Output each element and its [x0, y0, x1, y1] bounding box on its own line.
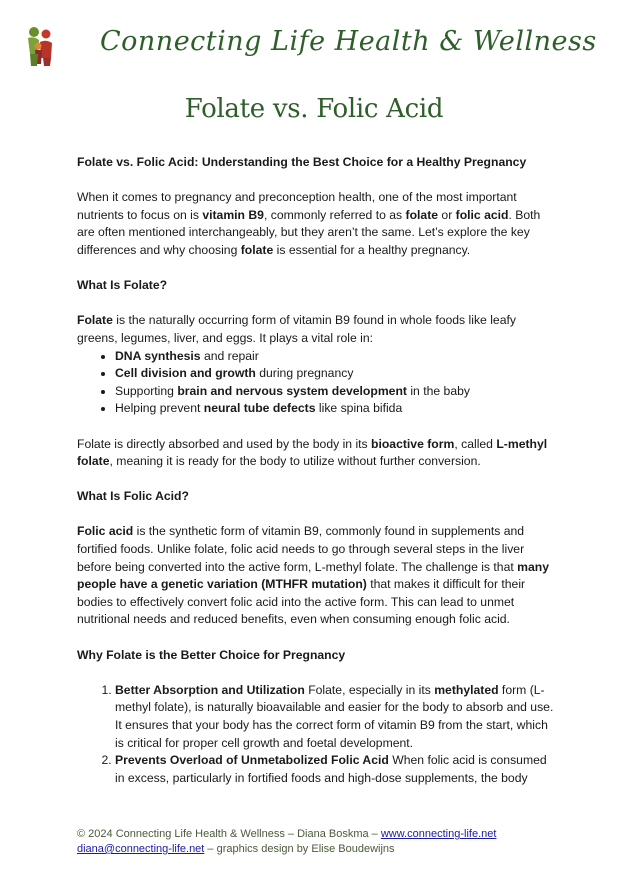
- item-text: and repair: [200, 348, 259, 363]
- list-item: [115, 682, 557, 752]
- intro-text: . Both are often mentioned interchangeably, but they aren’t the same. Let’s explore the key differences and why choosing: [77, 207, 541, 257]
- folate-role-list: [77, 348, 557, 418]
- section-heading-why: Why Folate is the Better Choice for Pregnancy: [77, 647, 346, 662]
- folate-paragraph: [77, 312, 557, 347]
- item-text: When folic acid is consumed in excess, particularly in fortified foods and high-dose supplements, the body: [115, 753, 547, 785]
- folate-text: , called: [454, 436, 497, 451]
- item-text: during pregnancy: [255, 366, 354, 381]
- item-bold: Cell division and growth: [115, 366, 256, 381]
- list-item: [115, 348, 557, 366]
- section-heading-folic-acid: What Is Folic Acid?: [77, 489, 189, 504]
- article-body: [77, 154, 557, 787]
- footer-line-2: [77, 842, 597, 857]
- copyright-text: © 2024 Connecting Life Health & Wellness – Diana Boskma –: [77, 828, 381, 840]
- list-item: [115, 365, 557, 383]
- brand-name: Connecting Life Health & Wellness: [100, 26, 597, 57]
- item-bold: DNA synthesis: [115, 348, 201, 363]
- folic-acid-paragraph: [77, 523, 557, 629]
- folate-text: , meaning it is ready for the body to utilize without further conversion.: [109, 454, 481, 469]
- item-text: Folate, especially in its: [304, 682, 435, 697]
- list-item: [115, 752, 557, 787]
- intro-bold: vitamin B9: [202, 207, 264, 222]
- article-subtitle: Folate vs. Folic Acid: Understanding the Best Choice for a Healthy Pregnancy: [77, 155, 527, 169]
- intro-text: When it comes to pregnancy and preconception health, one of the most important nutrients to focus on is: [77, 190, 517, 222]
- item-bold: Better Absorption and Utilization: [115, 682, 305, 697]
- intro-text: or: [438, 207, 456, 222]
- intro-text: is essential for a healthy pregnancy.: [273, 242, 471, 257]
- list-item: [115, 400, 557, 418]
- intro-bold: folate: [405, 207, 439, 222]
- item-text: like spina bifida: [315, 401, 403, 416]
- intro-text: , commonly referred to as: [263, 207, 406, 222]
- page-footer: [77, 827, 597, 857]
- folate-bold: Folate: [77, 313, 113, 328]
- item-text: in the baby: [406, 383, 470, 398]
- list-item: [115, 383, 557, 401]
- folic-text: is the synthetic form of vitamin B9, commonly found in supplements and fortified foods. Unlike folate, folic acid needs to go through several steps in the liver before being converted into the active form, L-methyl folate. The challenge is that: [77, 524, 525, 574]
- page-title: Folate vs. Folic Acid: [184, 94, 444, 124]
- folic-bold: Folic acid: [77, 524, 134, 539]
- item-text: Helping prevent: [115, 401, 204, 416]
- page-header: [0, 18, 628, 78]
- folic-text: that makes it difficult for their bodies to effectively convert folic acid into the active form. This can lead to unmet nutritional needs and reduced benefits, even when consuming enough folic acid.: [77, 577, 526, 627]
- item-text: Supporting: [115, 383, 178, 398]
- item-bold: brain and nervous system development: [177, 383, 407, 398]
- item-bold: neural tube defects: [203, 401, 316, 416]
- website-link[interactable]: www.connecting-life.net: [380, 828, 497, 840]
- folate-absorption-paragraph: [77, 436, 557, 471]
- family-logo-icon: [24, 24, 58, 68]
- intro-bold: folate: [240, 242, 274, 257]
- folate-bold: L-methyl folate: [77, 436, 548, 469]
- section-heading-folate: What Is Folate?: [77, 278, 168, 293]
- credits-text: – graphics design by Elise Boudewijns: [204, 843, 395, 855]
- folate-text: Folate is directly absorbed and used by the body in its: [77, 436, 372, 451]
- benefits-list: [77, 682, 557, 788]
- folate-bold: bioactive form: [371, 436, 455, 451]
- item-bold: Prevents Overload of Unmetabolized Folic Acid: [115, 753, 389, 768]
- item-bold: methylated: [434, 682, 499, 697]
- folate-text: is the naturally occurring form of vitamin B9 found in whole foods like leafy greens, legumes, liver, and eggs. It plays a vital role in:: [77, 313, 516, 345]
- item-text: form (L-methyl folate), is naturally bioavailable and easier for the body to absorb and use. It ensures that your body has the correct form of vitamin B9 from the start, which is critical for proper cell growth and foetal development.: [115, 682, 554, 750]
- email-link[interactable]: diana@connecting-life.net: [77, 843, 205, 855]
- footer-line-1: [77, 827, 597, 842]
- intro-paragraph: [77, 189, 557, 259]
- intro-bold: folic acid: [455, 207, 509, 222]
- folic-bold: many people have a genetic variation (MTHFR mutation): [77, 559, 549, 592]
